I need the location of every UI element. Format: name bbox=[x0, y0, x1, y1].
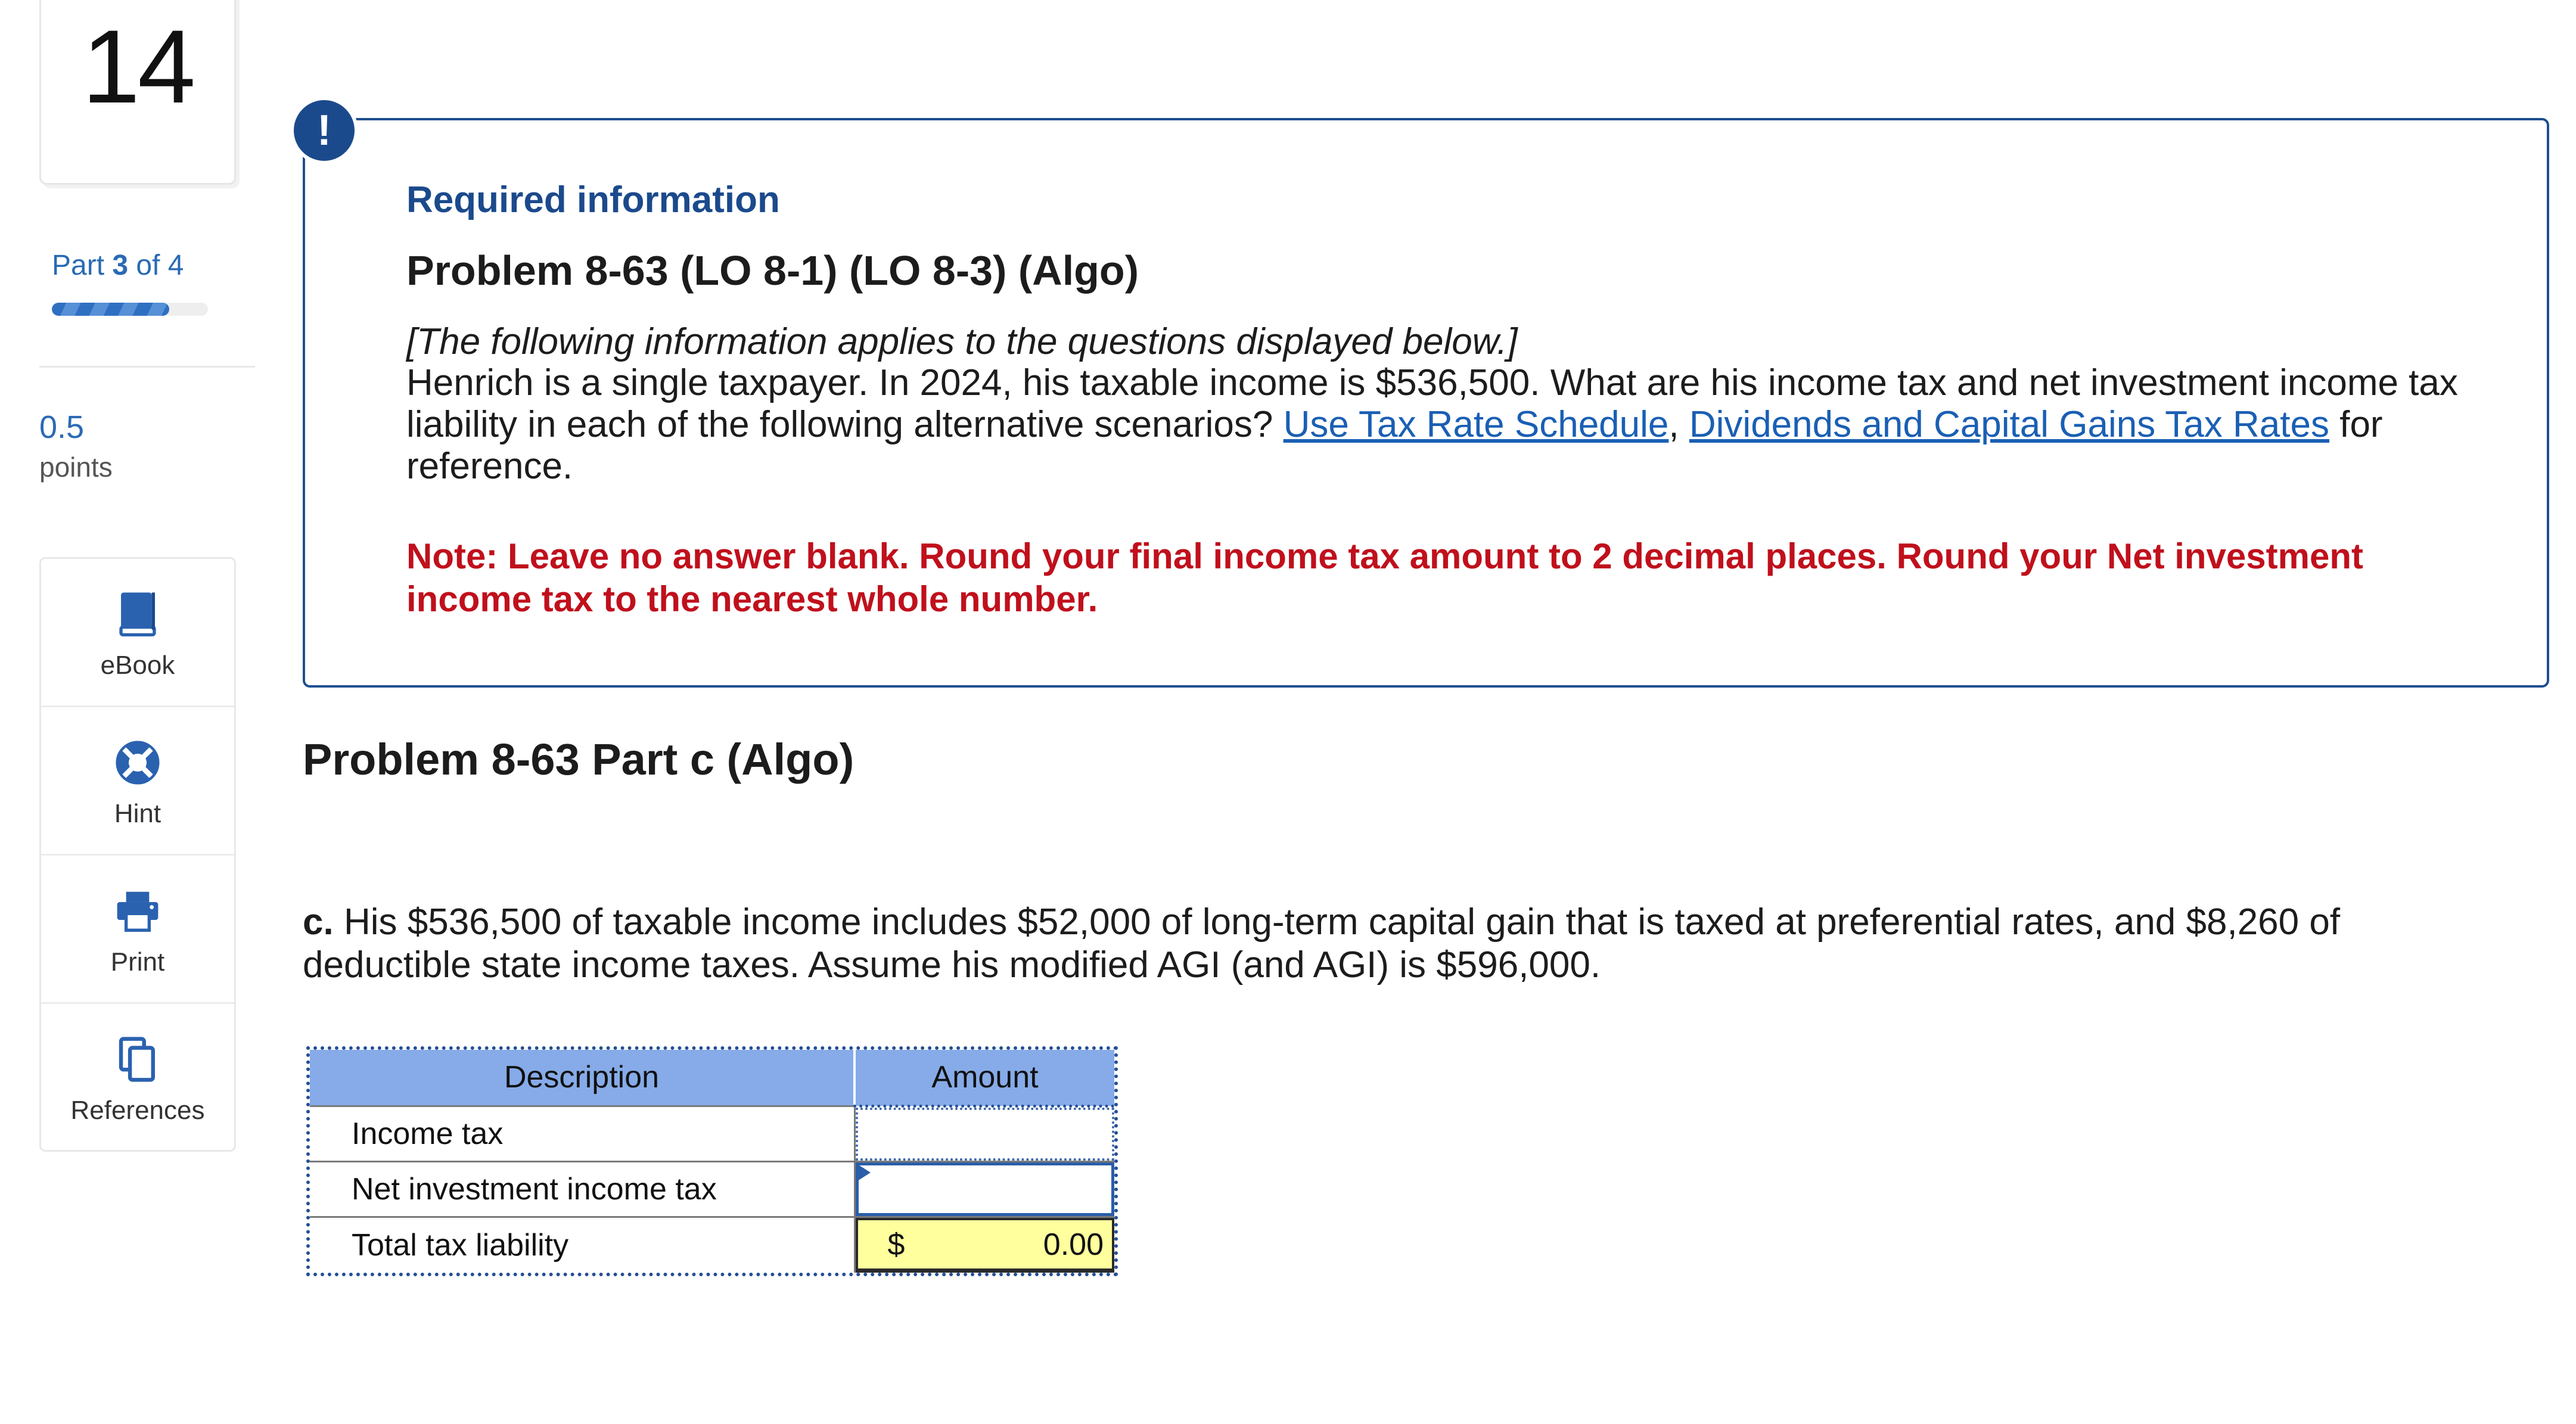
part-current: 3 bbox=[112, 250, 129, 281]
part-label: Part bbox=[52, 250, 105, 281]
ebook-button[interactable] bbox=[41, 559, 234, 707]
total-tax-liability-cell bbox=[854, 1217, 1114, 1273]
question-prefix: c. bbox=[303, 901, 334, 943]
question-number-card bbox=[39, 0, 236, 185]
info-body-suffix: for reference. bbox=[406, 404, 2383, 487]
copy-pages-icon bbox=[112, 1034, 163, 1085]
printer-icon bbox=[112, 885, 163, 937]
references-label: References bbox=[70, 1096, 205, 1125]
part-progress-fill bbox=[52, 303, 169, 316]
row-label-net-investment-income-tax: Net investment income tax bbox=[310, 1161, 854, 1217]
answer-table bbox=[306, 1046, 1118, 1276]
lifebuoy-icon bbox=[112, 737, 163, 788]
print-button[interactable] bbox=[41, 856, 234, 1004]
column-header-description: Description bbox=[310, 1050, 854, 1106]
ebook-label: eBook bbox=[100, 651, 175, 680]
question-text bbox=[303, 901, 2448, 987]
part-indicator bbox=[52, 249, 184, 282]
print-label: Print bbox=[110, 947, 165, 977]
column-header-amount: Amount bbox=[854, 1050, 1114, 1106]
alert-icon: ! bbox=[290, 97, 358, 164]
rail-divider bbox=[39, 366, 255, 368]
dividends-capital-gains-link[interactable]: Dividends and Capital Gains Tax Rates bbox=[1689, 404, 2329, 445]
total-tax-liability-value-box bbox=[856, 1218, 1115, 1273]
row-label-total-tax-liability: Total tax liability bbox=[310, 1217, 854, 1273]
book-icon bbox=[112, 589, 163, 640]
info-body-text: Henrich is a single taxpayer. In 2024, his taxable income is $536,500. What are his income tax and net investment income tax liability in each of the following alternative scenarios? bbox=[406, 362, 2458, 445]
info-body bbox=[406, 362, 2468, 487]
part-progress-bar bbox=[52, 303, 208, 316]
part-title: Problem 8-63 Part c (Algo) bbox=[303, 735, 854, 784]
net-investment-income-tax-input[interactable] bbox=[856, 1162, 1115, 1216]
income-tax-input[interactable] bbox=[856, 1108, 1115, 1161]
info-intro: [The following information applies to the questions displayed below.] bbox=[406, 321, 1518, 362]
question-number: 14 bbox=[82, 9, 194, 125]
part-of: of 4 bbox=[136, 250, 184, 281]
table-header-row bbox=[310, 1050, 1114, 1106]
points-value: 0.5 bbox=[39, 409, 85, 445]
row-label-income-tax: Income tax bbox=[310, 1106, 854, 1161]
table-row bbox=[310, 1161, 1114, 1217]
references-button[interactable] bbox=[41, 1004, 234, 1152]
problem-title: Problem 8-63 (LO 8-1) (LO 8-3) (Algo) bbox=[406, 247, 1139, 294]
points-label: points bbox=[39, 452, 113, 483]
link-separator: , bbox=[1668, 404, 1679, 445]
income-tax-cell bbox=[854, 1106, 1114, 1161]
instruction-note: Note: Leave no answer blank. Round your final income tax amount to 2 decimal places. Round your Net investment income tax to the nearest whole number. bbox=[406, 536, 2363, 619]
table-row bbox=[310, 1106, 1114, 1161]
hint-label: Hint bbox=[114, 799, 161, 828]
net-investment-income-tax-cell bbox=[854, 1161, 1114, 1217]
tax-rate-schedule-link[interactable]: Use Tax Rate Schedule bbox=[1283, 404, 1669, 445]
table-row bbox=[310, 1217, 1114, 1273]
focus-marker-icon bbox=[857, 1164, 871, 1181]
total-currency-symbol: $ bbox=[887, 1227, 905, 1262]
tools-panel bbox=[39, 557, 236, 1152]
hint-button[interactable] bbox=[41, 707, 234, 856]
question-body: His $536,500 of taxable income includes $52,000 of long-term capital gain that is taxed at preferential rates, and $8,260 of deductible state income taxes. Assume his modified AGI (and AGI) is $596,000. bbox=[303, 901, 2341, 985]
required-info-title: Required information bbox=[406, 179, 780, 220]
total-tax-liability-value: 0.00 bbox=[1043, 1227, 1104, 1262]
